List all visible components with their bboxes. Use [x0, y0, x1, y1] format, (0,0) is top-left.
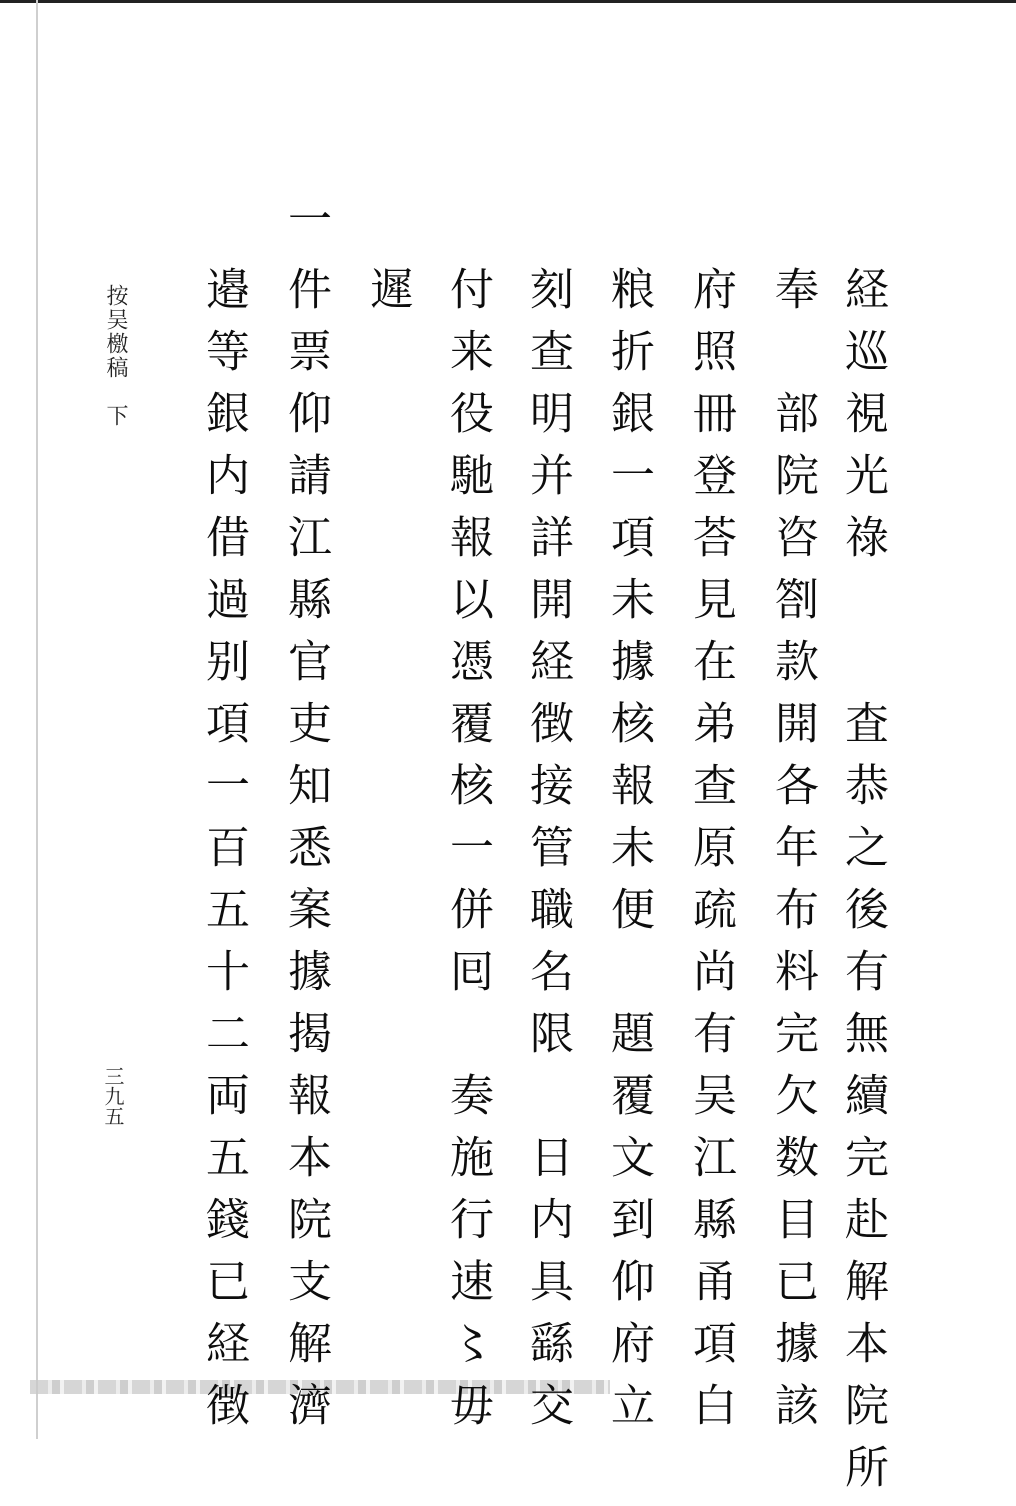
text-column-5: 刻查明并詳開経徴接管職名限 日内具繇交	[522, 266, 573, 1444]
text-column-8: 件票仰請江縣官吏知悉案據揭報本院支解濟	[280, 266, 331, 1444]
text-column-9: 邉等銀内借過别項一百五十二両五錢已経徴	[198, 266, 249, 1444]
text-column-2: 奉 部院咨劄款開各年布料完欠数目已據該	[767, 266, 818, 1444]
text-column-8-heading: 一	[280, 196, 331, 258]
text-column-4: 粮折銀一項未據核報未便 題覆文到仰府立	[603, 266, 654, 1444]
text-column-7: 遲	[362, 266, 413, 328]
text-column-3: 府照冊登荅見在弟查原疏尚有吴江縣甬項白	[685, 266, 736, 1444]
scan-edge-line	[36, 0, 38, 1439]
text-column-6: 付来役馳報以憑覆核一併囘 奏施行速〻毋	[442, 266, 493, 1444]
text-column-1: 経巡視光祿 査恭之後有無續完赴解本院所	[837, 266, 888, 1506]
page-top-rule	[0, 0, 1016, 3]
running-head: 按吴檄稿 下	[103, 284, 128, 428]
page-number: 三九五	[101, 1066, 125, 1126]
